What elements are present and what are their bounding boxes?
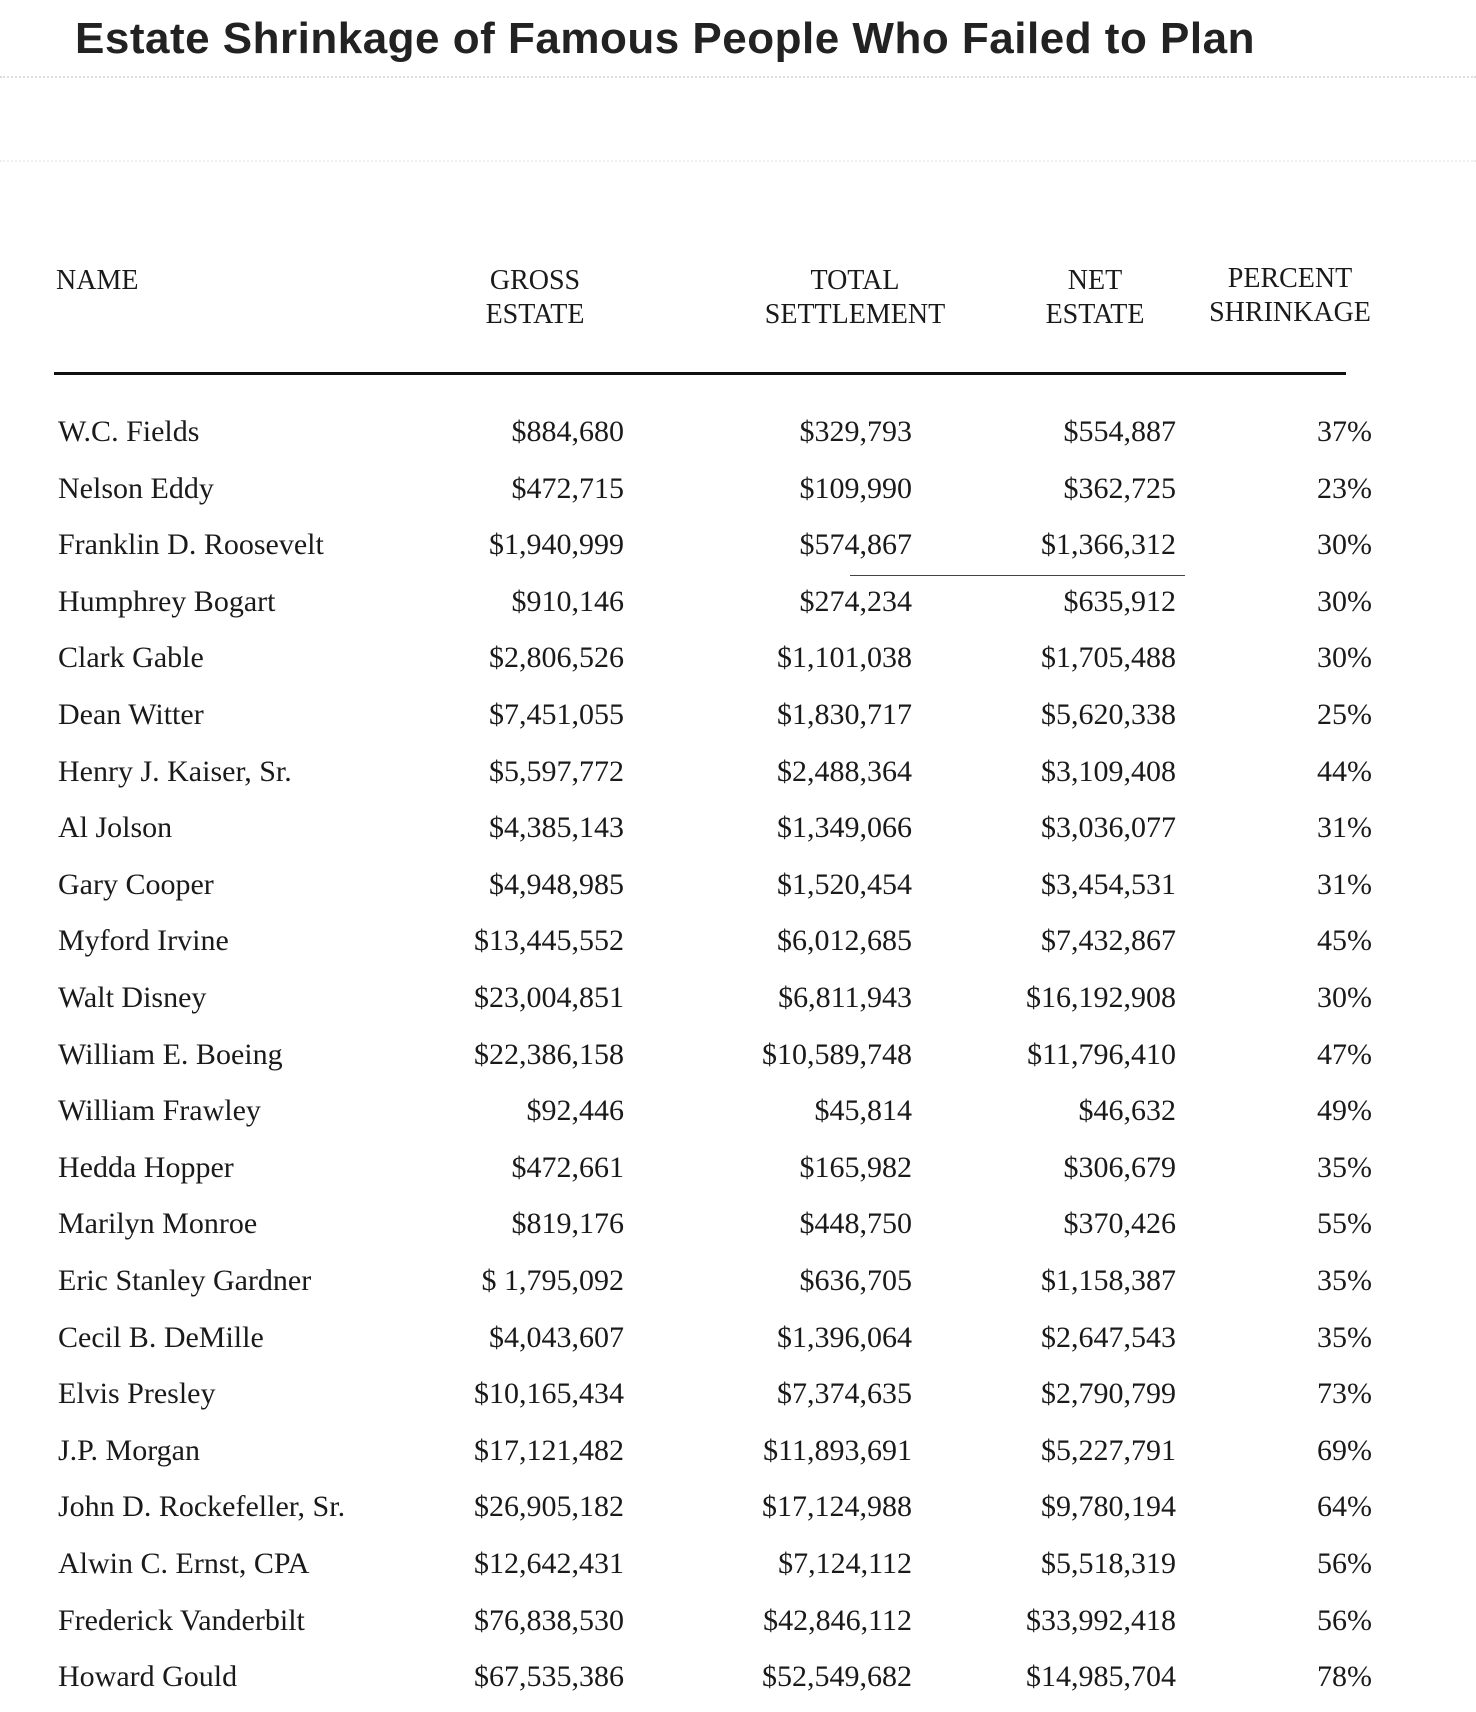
cell-percent-shrinkage: 30% (1317, 528, 1372, 562)
cell-net-estate: $3,109,408 (1041, 754, 1176, 788)
cell-total-settlement: $6,811,943 (778, 981, 912, 1014)
cell-net-estate: $362,725 (1063, 471, 1176, 505)
cell-percent-shrinkage: 73% (1317, 1377, 1372, 1411)
cell-net-estate: $3,454,531 (1041, 867, 1176, 901)
cell-gross-estate: $472,661 (511, 1150, 624, 1184)
cell-name: Nelson Eddy (58, 471, 214, 505)
cell-percent-shrinkage: 30% (1317, 981, 1372, 1014)
cell-net-estate: $2,647,543 (1041, 1320, 1176, 1354)
table-row (0, 1255, 1476, 1307)
cell-net-estate: $1,366,312 (1041, 528, 1176, 562)
cell-percent-shrinkage: 30% (1317, 584, 1372, 618)
cell-total-settlement: $42,846,112 (763, 1603, 912, 1637)
cell-name: Clark Gable (58, 641, 204, 675)
cell-gross-estate: $92,446 (526, 1094, 624, 1128)
table-row (0, 576, 1476, 628)
table-row (0, 1595, 1476, 1647)
cell-net-estate: $33,992,418 (1026, 1603, 1176, 1637)
cell-gross-estate: $13,445,552 (474, 924, 624, 958)
cell-gross-estate: $22,386,158 (474, 1037, 624, 1071)
cell-percent-shrinkage: 31% (1317, 867, 1372, 901)
table-row (0, 915, 1476, 967)
cell-net-estate: $370,426 (1063, 1207, 1176, 1241)
cell-percent-shrinkage: 35% (1317, 1150, 1372, 1184)
cell-total-settlement: $274,234 (799, 584, 912, 618)
cell-name: Cecil B. DeMille (58, 1320, 264, 1354)
cell-gross-estate: $23,004,851 (474, 981, 624, 1014)
cell-gross-estate: $ 1,795,092 (481, 1264, 624, 1297)
cell-net-estate: $7,432,867 (1041, 924, 1176, 958)
cell-total-settlement: $574,867 (799, 528, 912, 562)
table-row (0, 1538, 1476, 1590)
document-title: Estate Shrinkage of Famous People Who Failed to Plan (75, 14, 1255, 63)
cell-name: Hedda Hopper (58, 1150, 234, 1184)
cell-name: Gary Cooper (58, 867, 214, 901)
table-row (0, 1481, 1476, 1533)
table-row (0, 1651, 1476, 1703)
cell-name: Alwin C. Ernst, CPA (58, 1547, 310, 1580)
cell-total-settlement: $636,705 (799, 1264, 912, 1297)
table-row (0, 1029, 1476, 1081)
table-row (0, 972, 1476, 1024)
column-header-percent-shrinkage: PERCENT SHRINKAGE (1209, 263, 1371, 328)
cell-gross-estate: $4,948,985 (489, 867, 624, 901)
cell-total-settlement: $52,549,682 (762, 1660, 912, 1694)
cell-name: Eric Stanley Gardner (58, 1264, 312, 1297)
cell-percent-shrinkage: 35% (1317, 1264, 1372, 1297)
cell-net-estate: $9,780,194 (1041, 1490, 1176, 1524)
cell-name: Myford Irvine (58, 924, 229, 958)
cell-net-estate: $306,679 (1063, 1150, 1176, 1184)
table-row (0, 1425, 1476, 1477)
cell-gross-estate: $17,121,482 (474, 1433, 624, 1467)
cell-percent-shrinkage: 35% (1317, 1320, 1372, 1354)
cell-net-estate: $5,518,319 (1041, 1547, 1176, 1580)
cell-net-estate: $46,632 (1078, 1094, 1176, 1128)
cell-net-estate: $2,790,799 (1041, 1377, 1176, 1411)
cell-total-settlement: $7,374,635 (777, 1377, 912, 1411)
cell-name: Elvis Presley (58, 1377, 216, 1411)
cell-total-settlement: $17,124,988 (762, 1490, 912, 1524)
cell-gross-estate: $76,838,530 (474, 1603, 624, 1637)
cell-total-settlement: $10,589,748 (762, 1037, 912, 1071)
cell-total-settlement: $11,893,691 (763, 1433, 912, 1467)
cell-total-settlement: $109,990 (799, 471, 912, 505)
cell-percent-shrinkage: 37% (1317, 415, 1372, 448)
cell-name: W.C. Fields (58, 415, 200, 448)
cell-name: Frederick Vanderbilt (58, 1603, 305, 1637)
table-row (0, 1085, 1476, 1137)
cell-gross-estate: $884,680 (511, 415, 624, 448)
cell-total-settlement: $1,520,454 (777, 867, 912, 901)
cell-net-estate: $1,705,488 (1041, 641, 1176, 675)
cell-gross-estate: $10,165,434 (474, 1377, 624, 1411)
cell-gross-estate: $7,451,055 (489, 698, 624, 731)
cell-name: Al Jolson (58, 811, 173, 845)
cell-name: John D. Rockefeller, Sr. (58, 1490, 346, 1524)
cell-gross-estate: $26,905,182 (474, 1490, 624, 1524)
column-header-net-estate: NET ESTATE (1045, 265, 1145, 330)
cell-net-estate: $1,158,387 (1041, 1264, 1176, 1297)
cell-percent-shrinkage: 31% (1317, 811, 1372, 845)
cell-name: Henry J. Kaiser, Sr. (58, 754, 292, 788)
column-header-gross-estate: GROSS ESTATE (485, 265, 585, 330)
column-header-total-settlement: TOTAL SETTLEMENT (764, 265, 946, 330)
cell-total-settlement: $1,101,038 (777, 641, 912, 675)
table-row (0, 519, 1476, 571)
cell-gross-estate: $5,597,772 (489, 754, 624, 788)
table-row (0, 1142, 1476, 1194)
cell-percent-shrinkage: 25% (1317, 698, 1372, 731)
cell-percent-shrinkage: 64% (1317, 1490, 1372, 1524)
cell-total-settlement: $2,488,364 (777, 754, 912, 788)
cell-percent-shrinkage: 47% (1317, 1037, 1372, 1071)
scan-artifact-line (0, 160, 1476, 164)
cell-percent-shrinkage: 44% (1317, 754, 1372, 788)
header-divider (54, 372, 1346, 375)
cell-percent-shrinkage: 49% (1317, 1094, 1372, 1128)
cell-percent-shrinkage: 45% (1317, 924, 1372, 958)
table-row (0, 632, 1476, 684)
cell-gross-estate: $2,806,526 (489, 641, 624, 675)
table-row (0, 689, 1476, 741)
cell-total-settlement: $1,349,066 (777, 811, 912, 845)
cell-total-settlement: $1,396,064 (777, 1320, 912, 1354)
cell-name: William E. Boeing (58, 1037, 283, 1071)
cell-net-estate: $14,985,704 (1026, 1660, 1176, 1694)
cell-percent-shrinkage: 55% (1317, 1207, 1372, 1241)
cell-percent-shrinkage: 23% (1317, 471, 1372, 505)
cell-name: Franklin D. Roosevelt (58, 528, 324, 562)
cell-percent-shrinkage: 30% (1317, 641, 1372, 675)
cell-gross-estate: $910,146 (511, 584, 624, 618)
cell-percent-shrinkage: 56% (1317, 1547, 1372, 1580)
cell-gross-estate: $1,940,999 (489, 528, 624, 562)
cell-gross-estate: $472,715 (511, 471, 624, 505)
cell-gross-estate: $4,385,143 (489, 811, 624, 845)
cell-percent-shrinkage: 69% (1317, 1433, 1372, 1467)
cell-net-estate: $3,036,077 (1041, 811, 1176, 845)
cell-net-estate: $5,620,338 (1041, 698, 1176, 731)
scan-artifact-line (0, 76, 1476, 80)
cell-total-settlement: $1,830,717 (777, 698, 912, 731)
cell-gross-estate: $4,043,607 (489, 1320, 624, 1354)
cell-net-estate: $16,192,908 (1026, 981, 1176, 1014)
cell-net-estate: $5,227,791 (1041, 1433, 1176, 1467)
cell-gross-estate: $67,535,386 (474, 1660, 624, 1694)
cell-name: Humphrey Bogart (58, 584, 276, 618)
cell-total-settlement: $448,750 (799, 1207, 912, 1241)
cell-name: Dean Witter (58, 698, 204, 731)
cell-name: Walt Disney (58, 981, 207, 1014)
cell-net-estate: $635,912 (1063, 584, 1176, 618)
cell-name: Howard Gould (58, 1660, 238, 1694)
table-row (0, 1198, 1476, 1250)
column-header-name: NAME (56, 265, 139, 296)
table-row (0, 1312, 1476, 1364)
table-row (0, 463, 1476, 515)
cell-name: William Frawley (58, 1094, 261, 1128)
cell-gross-estate: $12,642,431 (474, 1547, 624, 1580)
cell-net-estate: $11,796,410 (1027, 1037, 1176, 1071)
cell-total-settlement: $6,012,685 (777, 924, 912, 958)
cell-gross-estate: $819,176 (511, 1207, 624, 1241)
table-row (0, 859, 1476, 911)
table-row (0, 1368, 1476, 1420)
cell-total-settlement: $45,814 (814, 1094, 912, 1128)
table-row (0, 802, 1476, 854)
cell-total-settlement: $329,793 (799, 415, 912, 448)
cell-percent-shrinkage: 78% (1317, 1660, 1372, 1694)
cell-name: J.P. Morgan (58, 1433, 200, 1467)
cell-name: Marilyn Monroe (58, 1207, 258, 1241)
table-row (0, 406, 1476, 458)
cell-total-settlement: $165,982 (799, 1150, 912, 1184)
cell-total-settlement: $7,124,112 (778, 1547, 912, 1580)
table-row (0, 746, 1476, 798)
cell-percent-shrinkage: 56% (1317, 1603, 1372, 1637)
cell-net-estate: $554,887 (1063, 415, 1176, 448)
